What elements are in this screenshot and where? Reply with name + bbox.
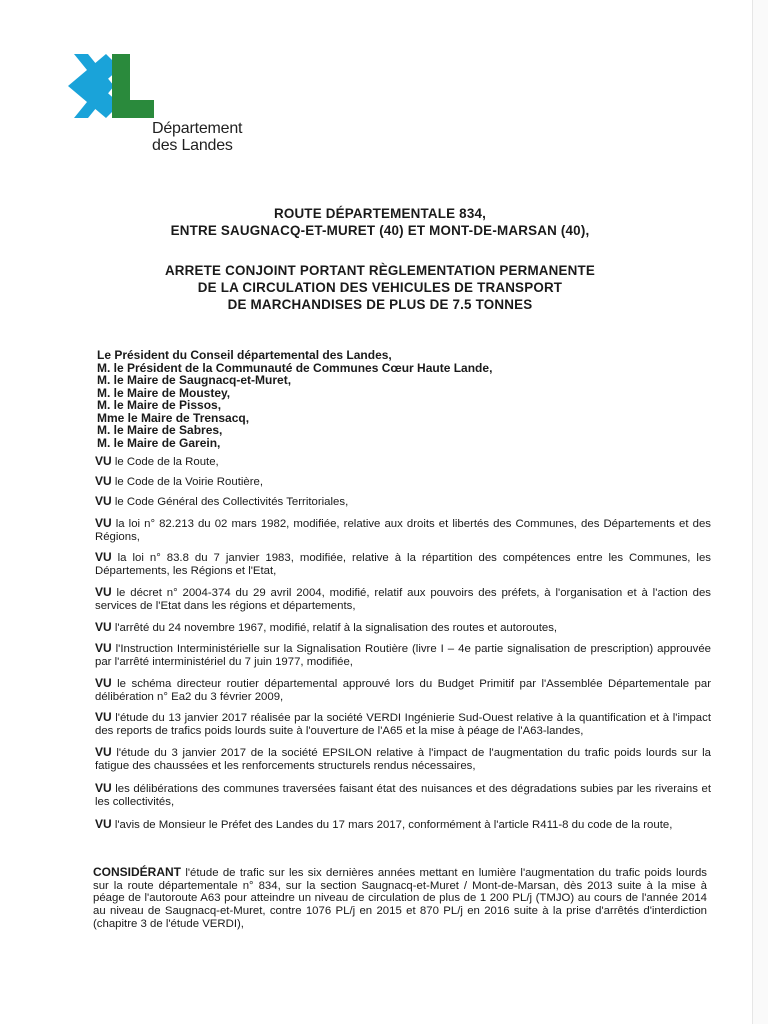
vu-keyword: VU xyxy=(95,641,112,655)
vu-clause xyxy=(95,642,711,668)
vu-keyword: VU xyxy=(95,817,112,831)
vu-clause xyxy=(95,621,711,635)
authority-line: M. le Président de la Communauté de Communes Cœur Haute Lande, xyxy=(97,360,493,375)
vu-clause xyxy=(95,455,711,469)
subtitle-line-1: ARRETE CONJOINT PORTANT RÈGLEMENTATION PERMANENTE xyxy=(164,263,596,278)
vu-keyword: VU xyxy=(95,745,112,759)
vu-clause xyxy=(95,818,711,832)
vu-text: la loi n° 83.8 du 7 janvier 1983, modifiée, relative à la répartition des compétences entre les Communes, les Départements, les Régions et l'Etat, xyxy=(95,552,711,577)
logo-line-1: Département xyxy=(152,120,243,137)
vu-keyword: VU xyxy=(95,585,112,599)
vu-text: le décret n° 2004-374 du 29 avril 2004, modifié, relatif aux pouvoirs des préfets, à l'organisation et à l'action des services de l'Etat dans les régions et départements, xyxy=(95,587,711,612)
vu-clause xyxy=(95,711,711,737)
vu-text: l'avis de Monsieur le Préfet des Landes du 17 mars 2017, conformément à l'article R411-8 du code de la route, xyxy=(114,819,673,831)
authority-line: Le Président du Conseil départemental des Landes, xyxy=(97,348,392,362)
page-edge xyxy=(752,0,768,1024)
title-line-1: ROUTE DÉPARTEMENTALE 834, xyxy=(273,206,487,221)
vu-clause xyxy=(95,677,711,703)
document-subtitle xyxy=(100,262,660,313)
title-line-2: ENTRE SAUGNACQ-ET-MURET (40) ET MONT-DE-MARSAN (40), xyxy=(170,223,590,238)
vu-keyword: VU xyxy=(95,494,112,508)
subtitle-line-3: DE MARCHANDISES DE PLUS DE 7.5 TONNES xyxy=(227,297,533,312)
considerant-text: l'étude de trafic sur les six dernières années mettant en lumière l'augmentation du trafic poids lourds sur la route départementale n° 834, sur la section Saugnacq-et-Muret / Mont-de-Marsan, dès 2013 suite à la mise à péage de l'autoroute A63 pour atteindre un niveau de circulation de plus de 1 200 PL/j (TMJO) au cours de l'année 2014 au niveau de Saugnacq-et-Muret, contre 1076 PL/j en 2015 et 870 PL/j en 2016 suite à la prise d'arrêtés d'interdiction (chapitre 3 de l'étude VERDI), xyxy=(93,867,707,930)
authority-line: M. le Maire de Saugnacq-et-Muret, xyxy=(97,373,292,387)
considerant-keyword: CONSIDÉRANT xyxy=(93,865,182,879)
vu-clause xyxy=(95,495,711,509)
vu-keyword: VU xyxy=(95,550,112,564)
vu-text: les délibérations des communes traversées faisant état des nuisances et des dégradations subies par les riverains et les collectivités, xyxy=(95,783,711,808)
vu-text: le schéma directeur routier départemental approuvé lors du Budget Primitif par l'Assemblée Départementale par délibération n° Ea2 du 3 février 2009, xyxy=(95,678,711,703)
vu-text: le Code Général des Collectivités Territoriales, xyxy=(114,496,349,508)
authorities-list xyxy=(97,349,492,449)
xl-logo-icon xyxy=(66,48,156,118)
vu-clause xyxy=(95,551,711,577)
vu-text: le Code de la Voirie Routière, xyxy=(114,476,264,488)
considerant-clause xyxy=(93,866,707,931)
vu-text: le Code de la Route, xyxy=(114,456,219,468)
logo-text xyxy=(152,120,242,154)
authority-line: M. le Maire de Garein, xyxy=(97,435,221,450)
vu-text: l'arrêté du 24 novembre 1967, modifié, relatif à la signalisation des routes et autoroutes, xyxy=(114,622,558,634)
vu-clause xyxy=(95,517,711,543)
vu-text: la loi n° 82.213 du 02 mars 1982, modifiée, relative aux droits et libertés des Communes, des Départements et des Régions, xyxy=(95,518,711,543)
vu-clause xyxy=(95,746,711,772)
departement-landes-logo xyxy=(66,48,266,158)
subtitle-line-2: DE LA CIRCULATION DES VEHICULES DE TRANSPORT xyxy=(197,280,563,295)
authority-line: M. le Maire de Moustey, xyxy=(97,385,231,400)
vu-keyword: VU xyxy=(95,676,112,690)
vu-keyword: VU xyxy=(95,454,112,468)
logo-line-2: des Landes xyxy=(152,137,233,154)
authority-line: Mme le Maire de Trensacq, xyxy=(97,410,250,425)
document-title xyxy=(100,205,660,239)
vu-keyword: VU xyxy=(95,516,112,530)
authority-line: M. le Maire de Pissos, xyxy=(97,398,222,412)
vu-keyword: VU xyxy=(95,620,112,634)
vu-text: l'étude du 13 janvier 2017 réalisée par la société VERDI Ingénierie Sud-Ouest relative à la quantification et à l'impact des reports de trafics poids lourds suite à l'ouverture de l'A65 et la mise à péage de l'A63-landes, xyxy=(95,712,711,737)
vu-text: l'Instruction Interministérielle sur la Signalisation Routière (livre I – 4e partie signalisation de prescription) approuvée par l'arrêté interministériel du 7 juin 1977, modifiée, xyxy=(95,643,711,668)
vu-text: l'étude du 3 janvier 2017 de la société EPSILON relative à l'impact de l'augmentation du trafic poids lourds sur la fatigue des chaussées et les renforcements structurels rendus nécessaires, xyxy=(95,747,711,772)
vu-clause xyxy=(95,782,711,808)
authority-line: M. le Maire de Sabres, xyxy=(97,423,223,437)
vu-clause xyxy=(95,586,711,612)
vu-clause xyxy=(95,475,711,489)
vu-keyword: VU xyxy=(95,781,112,795)
vu-keyword: VU xyxy=(95,474,112,488)
vu-keyword: VU xyxy=(95,710,112,724)
